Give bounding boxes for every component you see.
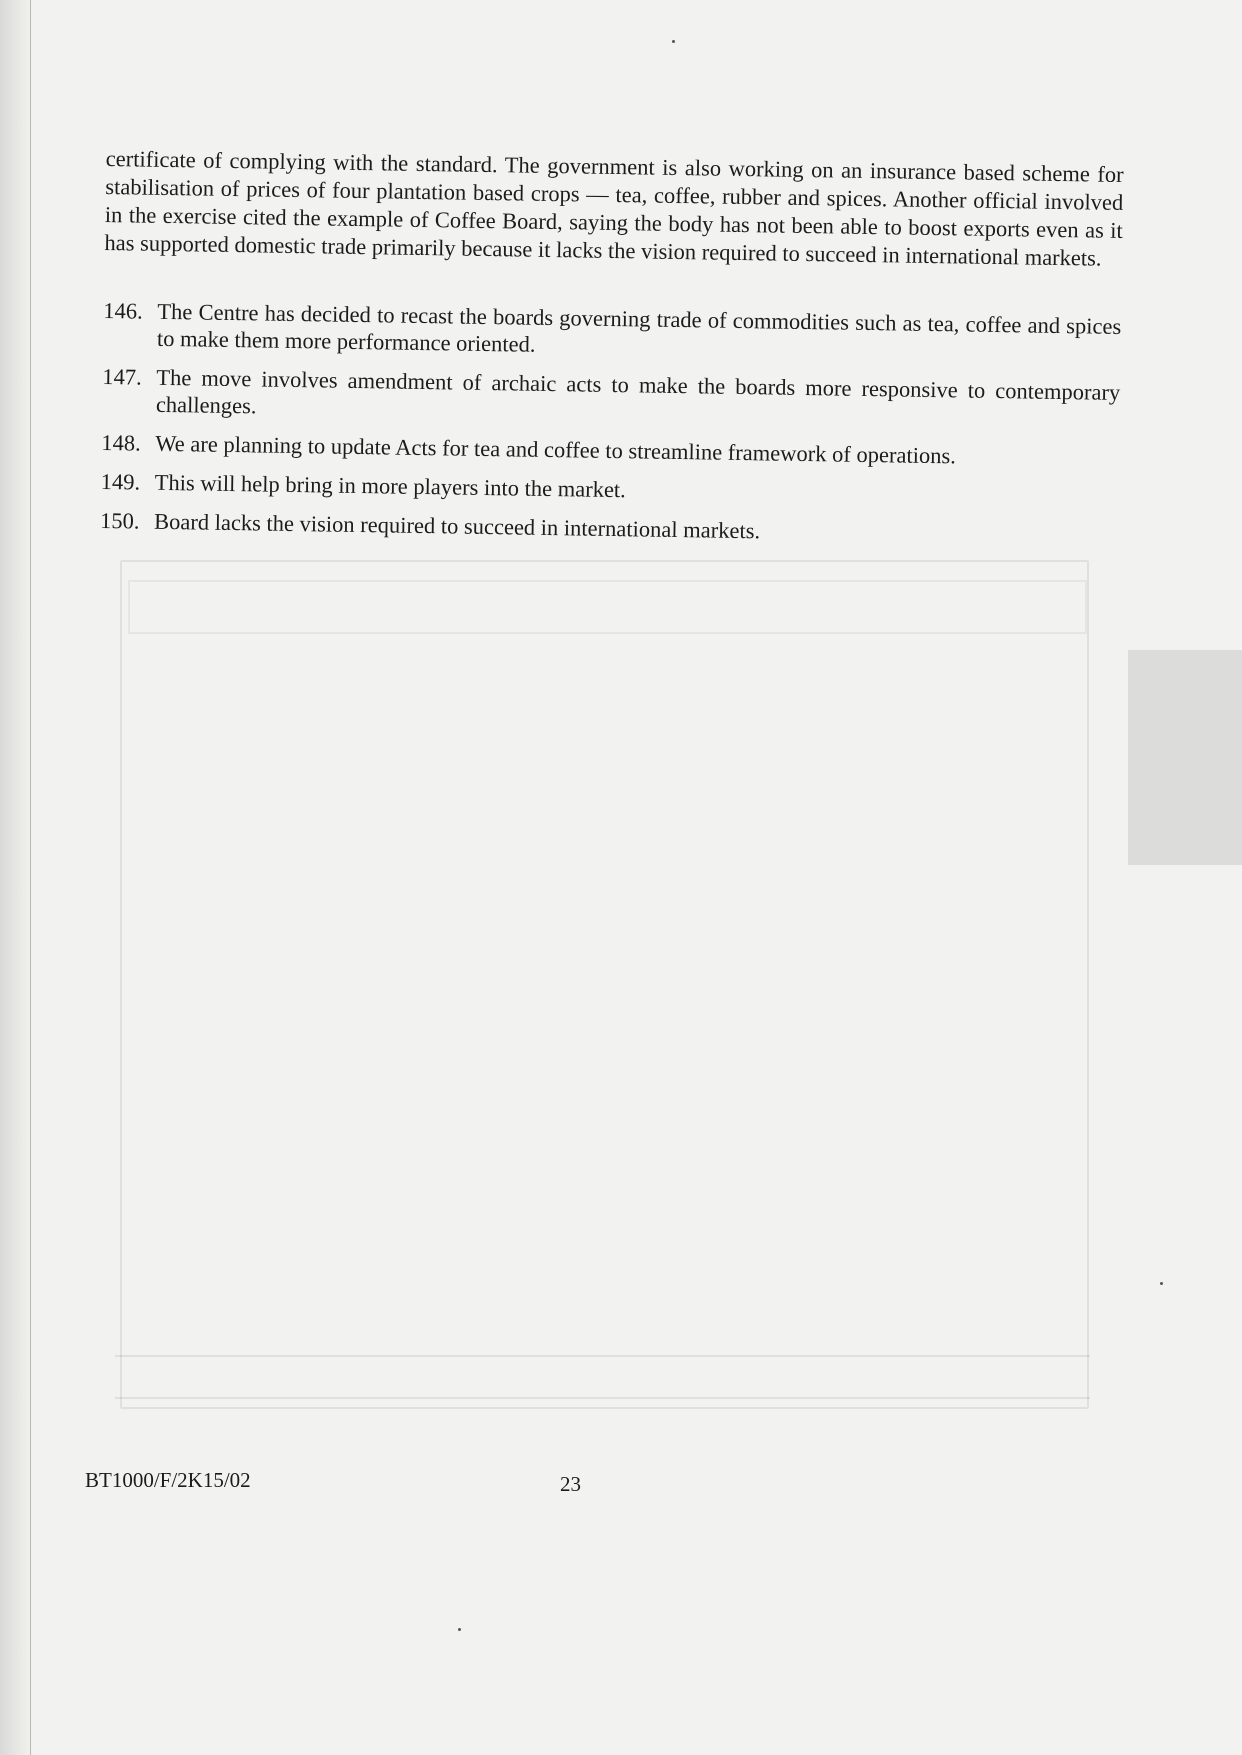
question-text: The move involves amendment of archaic acts to make the boards more responsive to contemporary challenges. <box>155 364 1121 419</box>
question-number: 148. <box>101 429 141 456</box>
question-text: This will help bring in more players into the market. <box>154 469 627 503</box>
question-number: 146. <box>103 297 143 324</box>
scan-speck <box>458 1628 461 1631</box>
question-number: 149. <box>100 468 141 495</box>
question-item <box>101 429 1119 472</box>
question-text: The Centre has decided to recast the boards governing trade of commodities such as tea, coffee and spices to make them more performance oriented. <box>156 298 1122 357</box>
question-text: We are planning to update Acts for tea and coffee to streamline framework of operations. <box>155 430 957 469</box>
bleed-through-header-box <box>128 580 1087 634</box>
bleed-through-notice-band <box>115 1355 1090 1399</box>
question-number: 147. <box>102 363 142 390</box>
question-item <box>102 363 1121 433</box>
page-content <box>100 145 1124 562</box>
scan-shadow <box>0 0 34 1755</box>
bleed-through-frame <box>120 560 1089 1409</box>
scan-speck <box>672 40 675 43</box>
scan-edge-line <box>30 0 31 1755</box>
question-item <box>103 297 1122 367</box>
question-item <box>101 468 1119 511</box>
question-text: Board lacks the vision required to succeed in international markets. <box>153 508 761 544</box>
passage-paragraph: certificate of complying with the standard. The government is also working on an insurance based scheme for stabilisation of prices of four plantation based crops — tea, coffee, rubber and spices. Another official involved in the exercise cited the example of Coffee Board, saying the body has not been able to boost exports even as it has supported domestic trade primarily because it lacks the vision required to succeed in international markets. <box>104 145 1124 271</box>
page-number: 23 <box>560 1472 581 1496</box>
question-item <box>100 507 1118 550</box>
question-number: 150. <box>99 507 140 534</box>
bleed-through-tab <box>1128 650 1242 865</box>
scan-speck <box>1160 1282 1163 1285</box>
booklet-code: BT1000/F/2K15/02 <box>85 1468 251 1492</box>
question-list <box>100 297 1122 550</box>
